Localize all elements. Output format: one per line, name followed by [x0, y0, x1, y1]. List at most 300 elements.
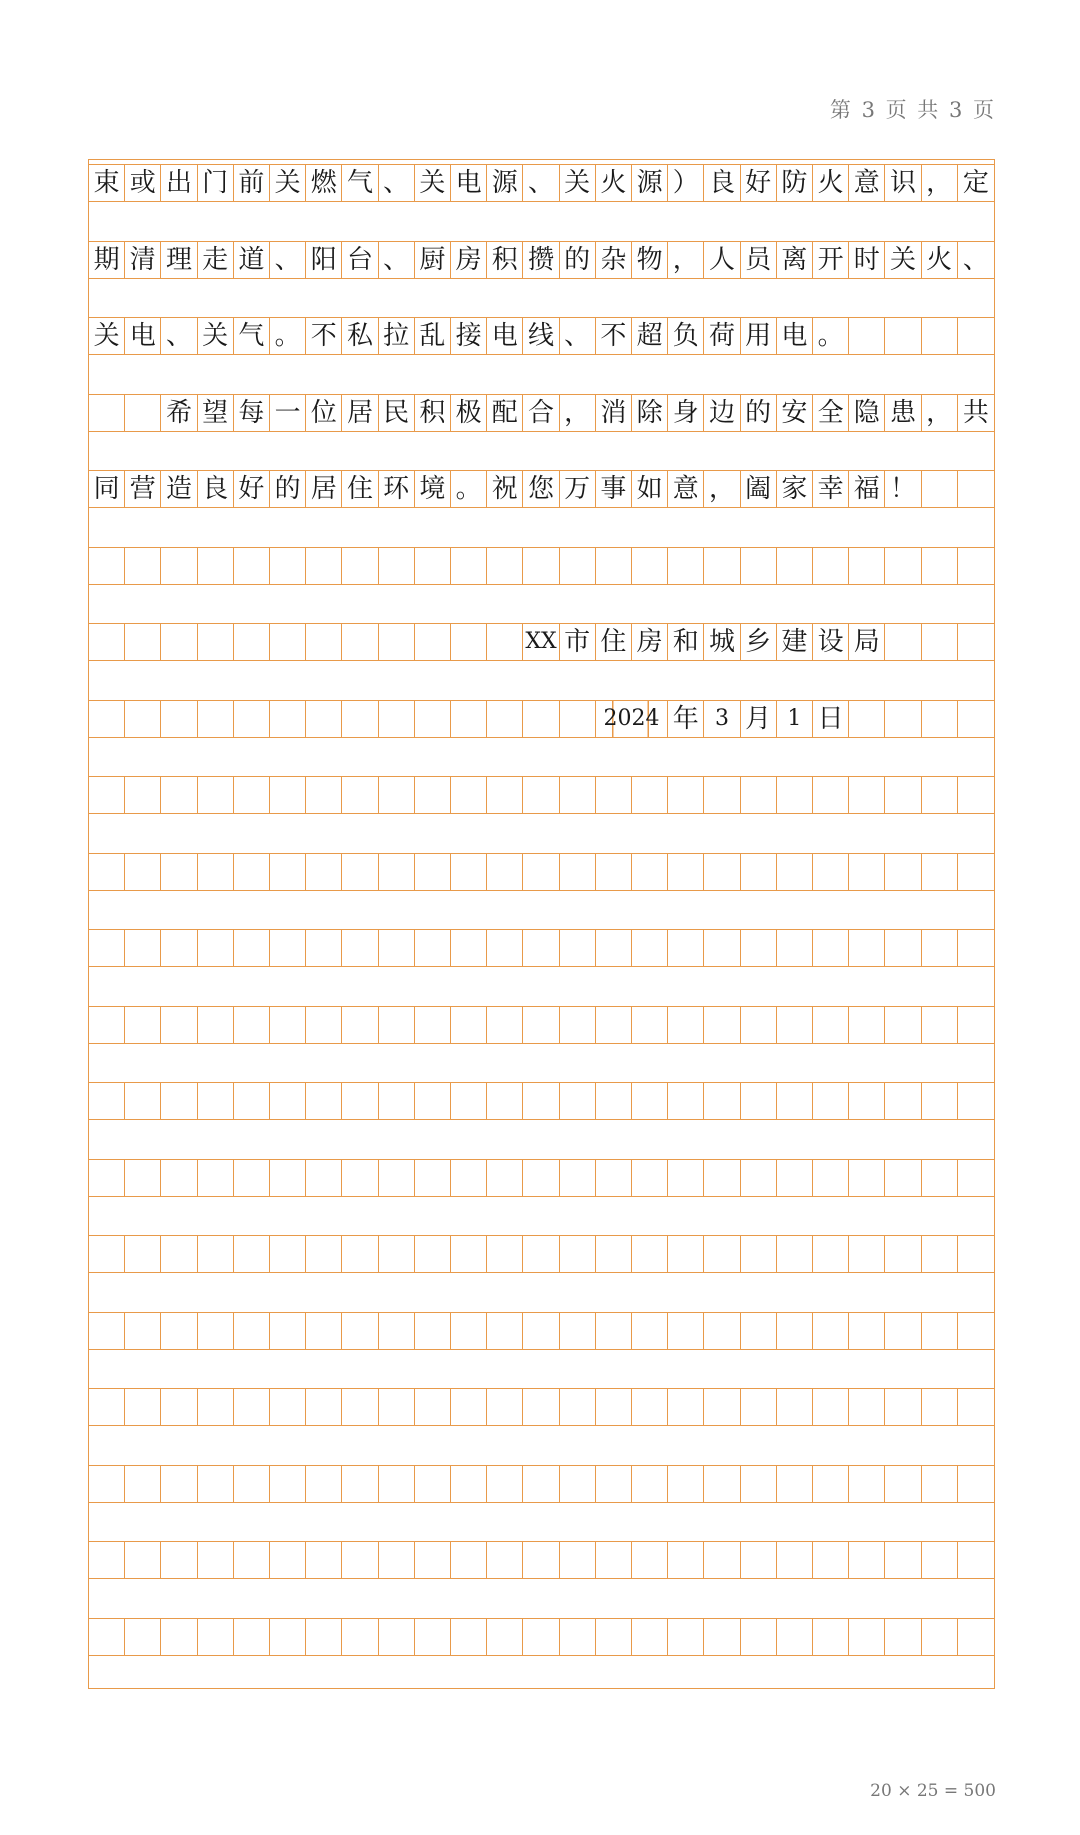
grid-cell — [813, 548, 849, 584]
grid-cell — [813, 854, 849, 890]
grid-cell — [668, 1083, 704, 1119]
grid-cell — [813, 1313, 849, 1349]
grid-cell — [560, 1389, 596, 1425]
grid-cell: 患 — [885, 395, 921, 431]
grid-cell: 源 — [632, 165, 668, 201]
grid-cell: 关 — [198, 318, 234, 354]
grid-cell: 1 — [777, 701, 813, 737]
grid-cell — [125, 777, 161, 813]
grid-cell — [596, 548, 632, 584]
grid-cell — [958, 1466, 994, 1502]
grid-cell — [89, 1083, 125, 1119]
grid-cell — [922, 930, 958, 966]
grid-cell — [741, 777, 777, 813]
grid-cell — [922, 1160, 958, 1196]
grid-row — [89, 1465, 994, 1503]
grid-cell: 房 — [632, 624, 668, 660]
grid-cell — [704, 548, 740, 584]
grid-cell — [813, 1619, 849, 1655]
grid-cell: 关 — [270, 165, 306, 201]
grid-cell — [922, 1542, 958, 1578]
grid-cell: 良 — [198, 471, 234, 507]
grid-cell — [451, 1389, 487, 1425]
grid-cell — [487, 1007, 523, 1043]
grid-cell: 、 — [523, 165, 559, 201]
grid-cell — [161, 1389, 197, 1425]
grid-cell — [813, 1466, 849, 1502]
grid-cell — [849, 701, 885, 737]
grid-cell — [270, 777, 306, 813]
grid-cell — [451, 930, 487, 966]
grid-row — [89, 1006, 994, 1044]
grid-cell — [704, 1083, 740, 1119]
grid-cell — [451, 854, 487, 890]
grid-cell — [270, 1389, 306, 1425]
grid-cell — [125, 1160, 161, 1196]
grid-cell: 隐 — [849, 395, 885, 431]
grid-cell — [270, 701, 306, 737]
grid-cell — [813, 1083, 849, 1119]
grid-cell — [125, 1619, 161, 1655]
grid-cell — [89, 1007, 125, 1043]
grid-cell: 期 — [89, 242, 125, 278]
grid-cell: 气 — [234, 318, 270, 354]
grid-cell — [89, 930, 125, 966]
grid-cell — [632, 1466, 668, 1502]
grid-cell: 住 — [342, 471, 378, 507]
grid-cell: 前 — [234, 165, 270, 201]
grid-cell — [198, 1083, 234, 1119]
grid-cell — [451, 1160, 487, 1196]
grid-cell — [451, 1007, 487, 1043]
grid-cell: 台 — [342, 242, 378, 278]
grid-cell — [813, 777, 849, 813]
grid-cell: 。 — [270, 318, 306, 354]
grid-cell — [596, 1083, 632, 1119]
grid-cell — [234, 548, 270, 584]
grid-cell — [487, 1083, 523, 1119]
grid-row — [89, 164, 994, 202]
grid-cell — [270, 1236, 306, 1272]
grid-row — [89, 1618, 994, 1656]
grid-cell: 设 — [813, 624, 849, 660]
grid-row — [89, 317, 994, 355]
grid-cell: 、 — [379, 165, 415, 201]
grid-cell — [306, 1313, 342, 1349]
grid-cell — [885, 318, 921, 354]
grid-cell — [849, 1313, 885, 1349]
grid-cell: 望 — [198, 395, 234, 431]
grid-cell — [560, 1160, 596, 1196]
grid-cell: 万 — [560, 471, 596, 507]
grid-cell: 线 — [523, 318, 559, 354]
grid-cell: 火 — [596, 165, 632, 201]
grid-row — [89, 853, 994, 891]
grid-cell: 身 — [668, 395, 704, 431]
grid-cell: 配 — [487, 395, 523, 431]
grid-row — [89, 623, 994, 661]
grid-cell: 每 — [234, 395, 270, 431]
grid-cell — [234, 1389, 270, 1425]
grid-cell — [596, 1313, 632, 1349]
grid-cell — [958, 471, 994, 507]
grid-cell — [125, 1466, 161, 1502]
grid-cell — [342, 1313, 378, 1349]
grid-cell — [415, 930, 451, 966]
grid-cell — [342, 930, 378, 966]
grid-cell: 日 — [813, 701, 849, 737]
grid-cell — [379, 777, 415, 813]
grid-cell: 家 — [777, 471, 813, 507]
grid-row — [89, 470, 994, 508]
grid-cell — [523, 1007, 559, 1043]
grid-cell: 城 — [704, 624, 740, 660]
grid-cell — [306, 548, 342, 584]
grid-cell — [885, 624, 921, 660]
grid-cell — [560, 1466, 596, 1502]
grid-cell — [125, 1313, 161, 1349]
grid-cell — [741, 1466, 777, 1502]
grid-cell — [668, 1160, 704, 1196]
grid-cell — [89, 854, 125, 890]
grid-cell: 拉 — [379, 318, 415, 354]
grid-cell — [198, 1007, 234, 1043]
grid-row — [89, 700, 994, 738]
grid-cell — [704, 1466, 740, 1502]
grid-cell: 福 — [849, 471, 885, 507]
grid-cell — [379, 1619, 415, 1655]
grid-paper — [88, 159, 995, 1689]
grid-cell — [885, 1236, 921, 1272]
grid-cell — [234, 701, 270, 737]
grid-cell — [523, 1542, 559, 1578]
grid-cell: 好 — [741, 165, 777, 201]
grid-cell — [379, 1542, 415, 1578]
grid-cell: 边 — [704, 395, 740, 431]
grid-cell — [849, 1542, 885, 1578]
grid-cell — [704, 1389, 740, 1425]
grid-cell: 合 — [523, 395, 559, 431]
grid-cell — [777, 1160, 813, 1196]
grid-cell: 离 — [777, 242, 813, 278]
grid-cell — [379, 701, 415, 737]
grid-cell — [89, 1619, 125, 1655]
grid-cell — [125, 854, 161, 890]
grid-cell: 员 — [741, 242, 777, 278]
grid-cell — [198, 548, 234, 584]
grid-cell — [523, 548, 559, 584]
grid-cell: 私 — [342, 318, 378, 354]
grid-cell — [668, 548, 704, 584]
grid-cell — [922, 1466, 958, 1502]
grid-cell — [161, 1619, 197, 1655]
grid-cell — [198, 1236, 234, 1272]
grid-cell — [922, 854, 958, 890]
grid-cell: 乡 — [741, 624, 777, 660]
grid-row — [89, 1082, 994, 1120]
grid-cell: 识 — [885, 165, 921, 201]
grid-cell — [487, 1236, 523, 1272]
grid-cell — [632, 777, 668, 813]
grid-cell — [198, 1619, 234, 1655]
grid-cell: 束 — [89, 165, 125, 201]
grid-cell: 物 — [632, 242, 668, 278]
grid-cell: 境 — [415, 471, 451, 507]
grid-cell — [632, 548, 668, 584]
grid-cell — [487, 624, 523, 660]
grid-cell: 房 — [451, 242, 487, 278]
grid-cell — [125, 1542, 161, 1578]
grid-cell — [342, 854, 378, 890]
grid-row — [89, 776, 994, 814]
grid-cell — [849, 930, 885, 966]
grid-cell — [523, 777, 559, 813]
grid-cell — [234, 1160, 270, 1196]
grid-cell — [777, 548, 813, 584]
grid-cell — [198, 1389, 234, 1425]
grid-cell: 不 — [596, 318, 632, 354]
grid-cell — [813, 1236, 849, 1272]
grid-cell — [958, 1389, 994, 1425]
grid-cell: 居 — [306, 471, 342, 507]
grid-cell — [342, 548, 378, 584]
grid-cell — [342, 1466, 378, 1502]
grid-cell — [813, 930, 849, 966]
grid-cell — [885, 1619, 921, 1655]
grid-cell: ， — [704, 471, 740, 507]
grid-cell — [89, 395, 125, 431]
grid-cell — [560, 854, 596, 890]
grid-cell — [777, 1313, 813, 1349]
grid-cell — [704, 1160, 740, 1196]
grid-cell — [89, 624, 125, 660]
grid-cell — [487, 548, 523, 584]
grid-cell — [958, 1619, 994, 1655]
grid-cell: 局 — [849, 624, 885, 660]
grid-row — [89, 1312, 994, 1350]
grid-cell — [596, 1160, 632, 1196]
grid-cell — [596, 1466, 632, 1502]
grid-cell — [813, 1160, 849, 1196]
grid-cell — [451, 1083, 487, 1119]
grid-cell — [958, 548, 994, 584]
grid-cell — [922, 1313, 958, 1349]
grid-cell — [161, 930, 197, 966]
grid-cell — [922, 548, 958, 584]
grid-cell — [813, 1389, 849, 1425]
grid-cell — [306, 854, 342, 890]
grid-cell — [560, 1007, 596, 1043]
grid-cell — [596, 1007, 632, 1043]
grid-cell — [523, 930, 559, 966]
grid-cell — [161, 854, 197, 890]
grid-cell — [379, 1160, 415, 1196]
grid-cell — [125, 624, 161, 660]
grid-cell — [125, 1389, 161, 1425]
grid-cell — [958, 854, 994, 890]
grid-cell: 除 — [632, 395, 668, 431]
grid-cell: 关 — [560, 165, 596, 201]
grid-cell — [741, 1007, 777, 1043]
grid-cell — [704, 1542, 740, 1578]
grid-cell — [632, 1236, 668, 1272]
grid-cell: 清 — [125, 242, 161, 278]
grid-cell — [415, 1007, 451, 1043]
grid-cell — [125, 395, 161, 431]
grid-cell: 住 — [596, 624, 632, 660]
grid-cell — [958, 701, 994, 737]
grid-cell — [958, 1542, 994, 1578]
grid-cell — [89, 1160, 125, 1196]
grid-cell — [487, 1466, 523, 1502]
grid-cell — [161, 777, 197, 813]
grid-cell — [306, 1389, 342, 1425]
grid-cell — [704, 1313, 740, 1349]
grid-cell — [198, 854, 234, 890]
grid-cell: 幸 — [813, 471, 849, 507]
grid-cell: 一 — [270, 395, 306, 431]
grid-cell: 营 — [125, 471, 161, 507]
grid-cell — [560, 1236, 596, 1272]
grid-cell — [306, 930, 342, 966]
grid-cell — [596, 1389, 632, 1425]
grid-cell — [668, 930, 704, 966]
grid-cell — [777, 1619, 813, 1655]
grid-cell — [198, 701, 234, 737]
grid-cell: ， — [922, 165, 958, 201]
grid-cell — [849, 1466, 885, 1502]
grid-cell — [958, 1083, 994, 1119]
grid-cell — [668, 1619, 704, 1655]
grid-row — [89, 1541, 994, 1579]
grid-cell — [885, 1466, 921, 1502]
grid-cell — [234, 1542, 270, 1578]
grid-cell: 位 — [306, 395, 342, 431]
grid-cell — [270, 1160, 306, 1196]
grid-cell — [741, 1389, 777, 1425]
grid-cell — [596, 854, 632, 890]
grid-cell — [523, 1236, 559, 1272]
grid-cell — [958, 1160, 994, 1196]
grid-cell — [415, 1160, 451, 1196]
grid-cell: 的 — [560, 242, 596, 278]
grid-cell: 祝 — [487, 471, 523, 507]
grid-cell — [813, 1007, 849, 1043]
grid-cell: 如 — [632, 471, 668, 507]
grid-cell: 良 — [704, 165, 740, 201]
grid-cell: 定 — [962, 168, 989, 198]
grid-cell — [849, 1160, 885, 1196]
grid-cell — [741, 1313, 777, 1349]
grid-row — [89, 394, 994, 432]
grid-cell — [523, 1466, 559, 1502]
grid-cell — [523, 1083, 559, 1119]
grid-cell — [415, 854, 451, 890]
grid-cell — [958, 930, 994, 966]
grid-cell — [379, 1083, 415, 1119]
grid-cell — [885, 1313, 921, 1349]
grid-cell — [849, 1236, 885, 1272]
grid-cell — [306, 1542, 342, 1578]
grid-cell: 极 — [451, 395, 487, 431]
grid-cell — [342, 1083, 378, 1119]
grid-cell — [777, 777, 813, 813]
grid-cell: 电 — [487, 318, 523, 354]
grid-cell: XX — [523, 624, 559, 660]
grid-cell — [234, 777, 270, 813]
grid-cell — [777, 1236, 813, 1272]
grid-cell — [270, 1007, 306, 1043]
grid-cell — [777, 854, 813, 890]
grid-cell — [487, 1619, 523, 1655]
grid-cell — [922, 471, 958, 507]
grid-cell — [342, 1007, 378, 1043]
grid-cell — [523, 701, 559, 737]
grid-cell — [487, 1389, 523, 1425]
grid-cell — [306, 1236, 342, 1272]
grid-cell: 年 — [668, 701, 704, 737]
grid-cell — [922, 1236, 958, 1272]
grid-cell — [379, 1007, 415, 1043]
grid-cell — [632, 1007, 668, 1043]
grid-cell — [922, 318, 958, 354]
grid-cell: 接 — [451, 318, 487, 354]
grid-cell — [523, 1313, 559, 1349]
grid-cell — [451, 1542, 487, 1578]
grid-cell: 居 — [342, 395, 378, 431]
grid-cell — [596, 1542, 632, 1578]
grid-cell — [270, 1313, 306, 1349]
grid-cell — [704, 930, 740, 966]
grid-cell: 关 — [885, 242, 921, 278]
grid-cell: 。 — [451, 471, 487, 507]
grid-cell — [89, 548, 125, 584]
grid-cell: 时 — [849, 242, 885, 278]
grid-cell — [451, 1236, 487, 1272]
grid-cell — [379, 1466, 415, 1502]
grid-cell — [777, 1083, 813, 1119]
grid-cell — [922, 624, 958, 660]
grid-cell — [523, 1389, 559, 1425]
grid-cell — [741, 1083, 777, 1119]
grid-cell: ！ — [885, 471, 921, 507]
grid-cell — [306, 1007, 342, 1043]
grid-cell — [415, 624, 451, 660]
grid-cell: 理 — [161, 242, 197, 278]
grid-cell — [451, 1313, 487, 1349]
grid-cell — [342, 1542, 378, 1578]
grid-cell: 环 — [379, 471, 415, 507]
grid-cell — [451, 1466, 487, 1502]
grid-cell: 厨 — [415, 242, 451, 278]
grid-cell — [741, 1542, 777, 1578]
grid-cell — [125, 1236, 161, 1272]
grid-cell — [161, 1542, 197, 1578]
grid-cell — [704, 1007, 740, 1043]
grid-cell — [342, 624, 378, 660]
grid-cell — [198, 624, 234, 660]
grid-cell: 的 — [270, 471, 306, 507]
grid-cell — [487, 1542, 523, 1578]
grid-row — [89, 241, 994, 279]
grid-cell — [885, 930, 921, 966]
grid-cell — [415, 1389, 451, 1425]
grid-cell — [270, 1466, 306, 1502]
grid-cell — [270, 854, 306, 890]
grid-cell — [270, 548, 306, 584]
grid-cell — [632, 1542, 668, 1578]
grid-cell — [849, 777, 885, 813]
